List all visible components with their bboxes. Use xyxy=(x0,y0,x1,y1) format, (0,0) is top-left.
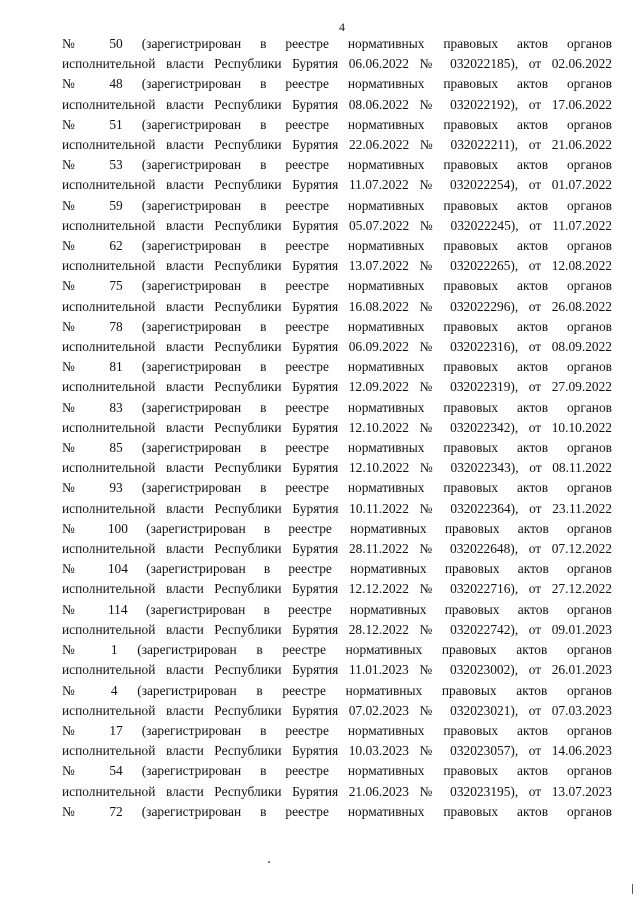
text-line: № 83 (зарегистрирован в реестре нормативных правовых актов органов xyxy=(62,399,612,415)
text-line: № 81 (зарегистрирован в реестре нормативных правовых актов органов xyxy=(62,359,612,375)
text-line: № 4 (зарегистрирован в реестре нормативных правовых актов органов xyxy=(62,682,612,698)
text-line: исполнительной власти Республики Бурятия 10.11.2022 № 032022364), от 23.11.2022 xyxy=(62,500,612,516)
text-line: № 48 (зарегистрирован в реестре нормативных правовых актов органов xyxy=(62,76,612,92)
text-line: № 1 (зарегистрирован в реестре нормативных правовых актов органов xyxy=(62,642,612,658)
text-line: № 53 (зарегистрирован в реестре нормативных правовых актов органов xyxy=(62,157,612,173)
scan-speck xyxy=(632,884,633,894)
text-line: № 59 (зарегистрирован в реестре нормативных правовых актов органов xyxy=(62,197,612,213)
text-line: исполнительной власти Республики Бурятия 06.09.2022 № 032022316), от 08.09.2022 xyxy=(62,339,612,355)
text-line: № 93 (зарегистрирован в реестре нормативных правовых актов органов xyxy=(62,480,612,496)
text-line: исполнительной власти Республики Бурятия 28.12.2022 № 032022742), от 09.01.2023 xyxy=(62,621,612,637)
text-line: исполнительной власти Республики Бурятия 12.10.2022 № 032022343), от 08.11.2022 xyxy=(62,460,612,476)
text-line: исполнительной власти Республики Бурятия 13.07.2022 № 032022265), от 12.08.2022 xyxy=(62,258,612,274)
text-line: № 17 (зарегистрирован в реестре нормативных правовых актов органов xyxy=(62,722,612,738)
text-line: № 75 (зарегистрирован в реестре нормативных правовых актов органов xyxy=(62,278,612,294)
page-number: 4 xyxy=(339,20,345,34)
text-line: исполнительной власти Республики Бурятия 12.12.2022 № 032022716), от 27.12.2022 xyxy=(62,581,612,597)
text-line: исполнительной власти Республики Бурятия 12.09.2022 № 032022319), от 27.09.2022 xyxy=(62,379,612,395)
text-line: № 100 (зарегистрирован в реестре нормативных правовых актов органов xyxy=(62,520,612,536)
text-line: исполнительной власти Республики Бурятия 10.03.2023 № 032023057), от 14.06.2023 xyxy=(62,743,612,759)
document-body xyxy=(62,34,612,822)
text-line: исполнительной власти Республики Бурятия 08.06.2022 № 032022192), от 17.06.2022 xyxy=(62,96,612,112)
text-line: исполнительной власти Республики Бурятия 28.11.2022 № 032022648), от 07.12.2022 xyxy=(62,541,612,557)
text-line: № 50 (зарегистрирован в реестре нормативных правовых актов органов xyxy=(62,36,612,51)
text-line: № 78 (зарегистрирован в реестре нормативных правовых актов органов xyxy=(62,318,612,334)
text-line: исполнительной власти Республики Бурятия 12.10.2022 № 032022342), от 10.10.2022 xyxy=(62,419,612,435)
text-line: № 54 (зарегистрирован в реестре нормативных правовых актов органов xyxy=(62,763,612,779)
text-line: исполнительной власти Республики Бурятия 06.06.2022 № 032022185), от 02.06.2022 xyxy=(62,56,612,72)
scan-speck xyxy=(268,861,270,863)
text-line: исполнительной власти Республики Бурятия 11.01.2023 № 032023002), от 26.01.2023 xyxy=(62,662,612,678)
text-line: исполнительной власти Республики Бурятия 07.02.2023 № 032023021), от 07.03.2023 xyxy=(62,702,612,718)
text-line: исполнительной власти Республики Бурятия 05.07.2022 № 032022245), от 11.07.2022 xyxy=(62,217,612,233)
text-line: № 62 (зарегистрирован в реестре нормативных правовых актов органов xyxy=(62,238,612,254)
text-line: исполнительной власти Республики Бурятия 11.07.2022 № 032022254), от 01.07.2022 xyxy=(62,177,612,193)
text-line: № 72 (зарегистрирован в реестре нормативных правовых актов органов xyxy=(62,803,612,819)
text-line: № 114 (зарегистрирован в реестре нормативных правовых актов органов xyxy=(62,601,612,617)
text-line: № 85 (зарегистрирован в реестре нормативных правовых актов органов xyxy=(62,440,612,456)
text-line: исполнительной власти Республики Бурятия 21.06.2023 № 032023195), от 13.07.2023 xyxy=(62,783,612,799)
text-line: № 51 (зарегистрирован в реестре нормативных правовых актов органов xyxy=(62,116,612,132)
text-line: исполнительной власти Республики Бурятия 22.06.2022 № 032022211), от 21.06.2022 xyxy=(62,137,612,153)
text-line: № 104 (зарегистрирован в реестре нормативных правовых актов органов xyxy=(62,561,612,577)
text-line: исполнительной власти Республики Бурятия 16.08.2022 № 032022296), от 26.08.2022 xyxy=(62,298,612,314)
